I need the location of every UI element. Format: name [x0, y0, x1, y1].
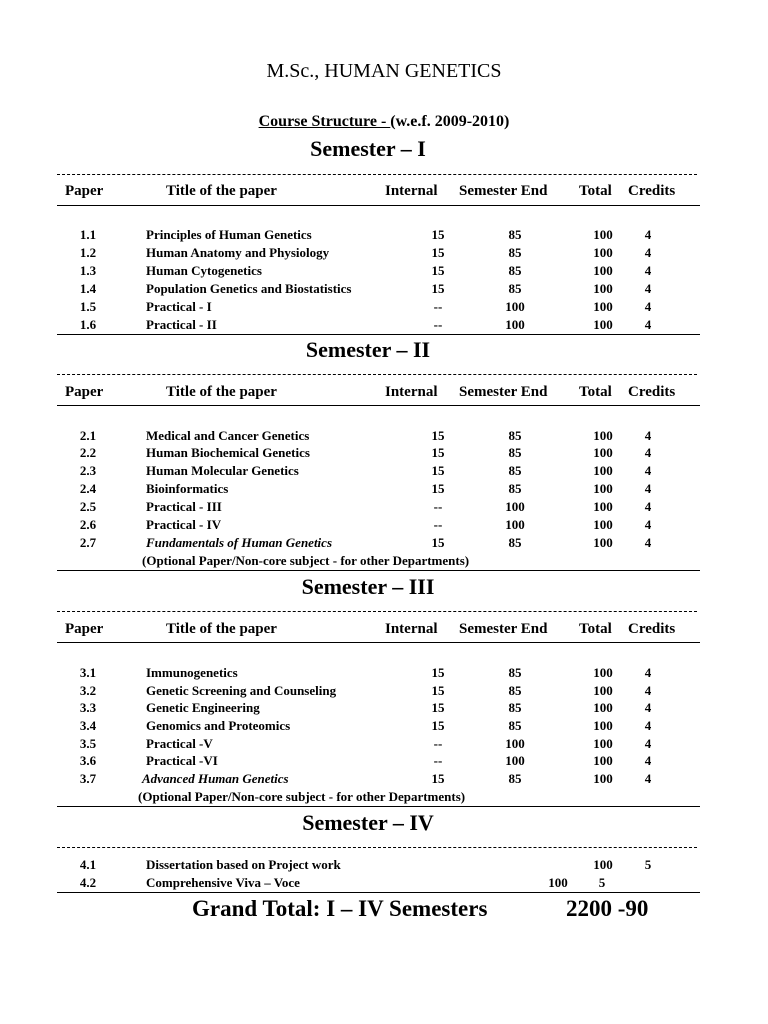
- table-bottom-rule: [57, 806, 700, 807]
- row-paper: 2.5: [79, 499, 97, 514]
- row-paper: 3.2: [79, 683, 97, 698]
- row-paper: 3.3: [79, 700, 97, 715]
- row-credits: 4: [644, 281, 652, 296]
- row-title: Practical - III: [146, 499, 222, 514]
- row-paper: 3.6: [79, 753, 97, 768]
- row-internal: 15: [431, 463, 445, 478]
- row-title: Bioinformatics: [146, 481, 229, 496]
- optional-paper-note: (Optional Paper/Non-core subject - for other Departments): [142, 553, 470, 568]
- row-credits: 4: [644, 753, 652, 768]
- row-total: 100: [593, 535, 613, 550]
- row-credits: 4: [644, 481, 652, 496]
- table-bottom-rule: [57, 570, 700, 571]
- header-paper: Paper: [65, 621, 104, 637]
- row-internal: --: [433, 753, 443, 768]
- row-title: Practical -V: [146, 736, 213, 751]
- row-paper: 3.4: [79, 718, 97, 733]
- row-credits: 5: [598, 875, 606, 890]
- row-internal: 15: [431, 263, 445, 278]
- row-semester-end: 85: [508, 281, 522, 296]
- semester-1-heading: Semester – I: [310, 136, 426, 161]
- row-credits: 4: [644, 736, 652, 751]
- row-total: 100: [593, 736, 613, 751]
- row-internal: --: [433, 736, 443, 751]
- row-paper: 1.2: [79, 245, 97, 260]
- row-internal: 15: [431, 445, 445, 460]
- semester-4-heading: Semester – IV: [302, 810, 434, 835]
- row-semester-end: 85: [508, 445, 522, 460]
- row-title: Human Cytogenetics: [146, 263, 262, 278]
- header-rule: [57, 205, 700, 206]
- table-bottom-rule: [57, 334, 700, 335]
- row-title: Principles of Human Genetics: [146, 227, 312, 242]
- row-semester-end: 85: [508, 683, 522, 698]
- row-paper: 2.2: [79, 445, 97, 460]
- row-credits: 4: [644, 227, 652, 242]
- row-credits: 5: [644, 857, 652, 872]
- header-credits: Credits: [628, 384, 676, 400]
- row-internal: --: [433, 317, 443, 332]
- header-total: Total: [579, 183, 612, 199]
- row-internal: --: [433, 517, 443, 532]
- row-credits: 4: [644, 718, 652, 733]
- header-rule: [57, 642, 700, 643]
- semester-2-heading: Semester – II: [305, 337, 431, 362]
- row-title: Population Genetics and Biostatistics: [146, 281, 352, 296]
- row-semester-end: 85: [508, 481, 522, 496]
- header-rule: [57, 405, 700, 406]
- row-credits: 4: [644, 463, 652, 478]
- row-credits: 4: [644, 317, 652, 332]
- row-semester-end: 85: [508, 535, 522, 550]
- row-total: 100: [593, 299, 613, 314]
- row-paper: 1.4: [79, 281, 97, 296]
- row-total: 100: [593, 700, 613, 715]
- header-paper: Paper: [65, 384, 104, 400]
- row-semester-end: 100: [505, 299, 525, 314]
- row-internal: 15: [431, 665, 445, 680]
- row-total: 100: [593, 481, 613, 496]
- row-credits: 4: [644, 499, 652, 514]
- row-title: Genetic Engineering: [146, 700, 260, 715]
- header-total: Total: [579, 384, 612, 400]
- row-semester-end: 85: [508, 718, 522, 733]
- row-semester-end: 85: [508, 771, 522, 786]
- row-total: 100: [593, 263, 613, 278]
- row-paper: 1.6: [79, 317, 97, 332]
- header-internal: Internal: [385, 621, 438, 637]
- header-title: Title of the paper: [166, 183, 277, 199]
- row-paper: 2.6: [79, 517, 97, 532]
- header-credits: Credits: [628, 183, 676, 199]
- grand-total-label: Grand Total: I – IV Semesters: [192, 896, 488, 921]
- row-title: Dissertation based on Project work: [146, 857, 341, 872]
- dashed-divider: [57, 611, 697, 612]
- row-title: Genetic Screening and Counseling: [146, 683, 337, 698]
- header-internal: Internal: [385, 183, 438, 199]
- row-total: 100: [593, 245, 613, 260]
- row-title: Human Anatomy and Physiology: [146, 245, 330, 260]
- row-internal: 15: [431, 481, 445, 496]
- row-total: 100: [593, 463, 613, 478]
- row-title: Medical and Cancer Genetics: [146, 428, 310, 443]
- table-bottom-rule: [57, 892, 700, 893]
- row-credits: 4: [644, 445, 652, 460]
- semester-3-heading: Semester – III: [301, 574, 435, 599]
- course-structure-label: Course Structure -: [258, 113, 391, 130]
- row-total: 100: [593, 428, 613, 443]
- row-semester-end: 100: [505, 317, 525, 332]
- row-internal: 15: [431, 683, 445, 698]
- row-paper: 3.1: [79, 665, 97, 680]
- row-semester-end: 85: [508, 245, 522, 260]
- row-credits: 4: [644, 771, 652, 786]
- header-paper: Paper: [65, 183, 104, 199]
- header-semester-end: Semester End: [459, 384, 548, 400]
- row-paper: 2.3: [79, 463, 97, 478]
- row-credits: 4: [644, 665, 652, 680]
- dashed-divider: [57, 374, 697, 375]
- row-paper: 2.4: [79, 481, 97, 496]
- row-internal: 15: [431, 428, 445, 443]
- row-total: 100: [593, 317, 613, 332]
- row-credits: 4: [644, 245, 652, 260]
- row-title: Genomics and Proteomics: [146, 718, 291, 733]
- row-total: 100: [548, 875, 568, 890]
- row-title: Human Biochemical Genetics: [146, 445, 310, 460]
- row-total: 100: [593, 281, 613, 296]
- row-credits: 4: [644, 700, 652, 715]
- dashed-divider: [57, 847, 697, 848]
- grand-total-value: 2200 -90: [566, 896, 649, 921]
- row-internal: 15: [431, 281, 445, 296]
- header-internal: Internal: [385, 384, 438, 400]
- header-title: Title of the paper: [166, 621, 277, 637]
- row-title: Fundamentals of Human Genetics: [146, 535, 332, 550]
- row-total: 100: [593, 683, 613, 698]
- row-total: 100: [593, 718, 613, 733]
- row-internal: 15: [431, 718, 445, 733]
- row-semester-end: 85: [508, 227, 522, 242]
- row-total: 100: [593, 517, 613, 532]
- row-total: 100: [593, 665, 613, 680]
- row-credits: 4: [644, 517, 652, 532]
- row-paper: 2.7: [79, 535, 97, 550]
- row-paper: 2.1: [79, 428, 97, 443]
- row-title: Comprehensive Viva – Voce: [146, 875, 300, 890]
- document-title: M.Sc., HUMAN GENETICS: [266, 60, 502, 82]
- row-paper: 1.3: [79, 263, 97, 278]
- row-title: Immunogenetics: [146, 665, 238, 680]
- row-credits: 4: [644, 263, 652, 278]
- row-semester-end: 100: [505, 753, 525, 768]
- row-credits: 4: [644, 428, 652, 443]
- row-total: 100: [593, 499, 613, 514]
- row-paper: 4.2: [79, 875, 97, 890]
- row-title: Practical -VI: [146, 753, 218, 768]
- header-credits: Credits: [628, 621, 676, 637]
- row-internal: 15: [431, 245, 445, 260]
- row-title: Practical - IV: [146, 517, 222, 532]
- header-title: Title of the paper: [166, 384, 277, 400]
- row-paper: 1.5: [79, 299, 97, 314]
- header-semester-end: Semester End: [459, 183, 548, 199]
- row-title: Advanced Human Genetics: [142, 771, 289, 786]
- header-total: Total: [579, 621, 612, 637]
- row-internal: 15: [431, 227, 445, 242]
- row-paper: 1.1: [79, 227, 97, 242]
- row-internal: --: [433, 499, 443, 514]
- row-total: 100: [593, 753, 613, 768]
- row-title: Human Molecular Genetics: [146, 463, 299, 478]
- optional-paper-note: (Optional Paper/Non-core subject - for other Departments): [138, 789, 466, 804]
- row-semester-end: 100: [505, 736, 525, 751]
- row-semester-end: 85: [508, 665, 522, 680]
- row-paper: 3.5: [79, 736, 97, 751]
- row-total: 100: [593, 227, 613, 242]
- row-paper: 4.1: [79, 857, 97, 872]
- row-total: 100: [593, 771, 613, 786]
- row-credits: 4: [644, 299, 652, 314]
- row-credits: 4: [644, 683, 652, 698]
- row-semester-end: 85: [508, 428, 522, 443]
- header-semester-end: Semester End: [459, 621, 548, 637]
- row-title: Practical - I: [146, 299, 212, 314]
- row-semester-end: 100: [505, 517, 525, 532]
- row-credits: 4: [644, 535, 652, 550]
- row-internal: 15: [431, 535, 445, 550]
- row-paper: 3.7: [79, 771, 97, 786]
- row-semester-end: 85: [508, 463, 522, 478]
- row-total: 100: [593, 857, 613, 872]
- row-internal: --: [433, 299, 443, 314]
- row-semester-end: 85: [508, 700, 522, 715]
- dashed-divider: [57, 174, 697, 175]
- row-semester-end: 85: [508, 263, 522, 278]
- course-structure-subtitle: [0, 113, 768, 131]
- course-structure-wef: (w.e.f. 2009-2010): [390, 113, 510, 130]
- row-internal: 15: [431, 700, 445, 715]
- row-total: 100: [593, 445, 613, 460]
- row-semester-end: 100: [505, 499, 525, 514]
- row-internal: 15: [431, 771, 445, 786]
- row-title: Practical - II: [146, 317, 217, 332]
